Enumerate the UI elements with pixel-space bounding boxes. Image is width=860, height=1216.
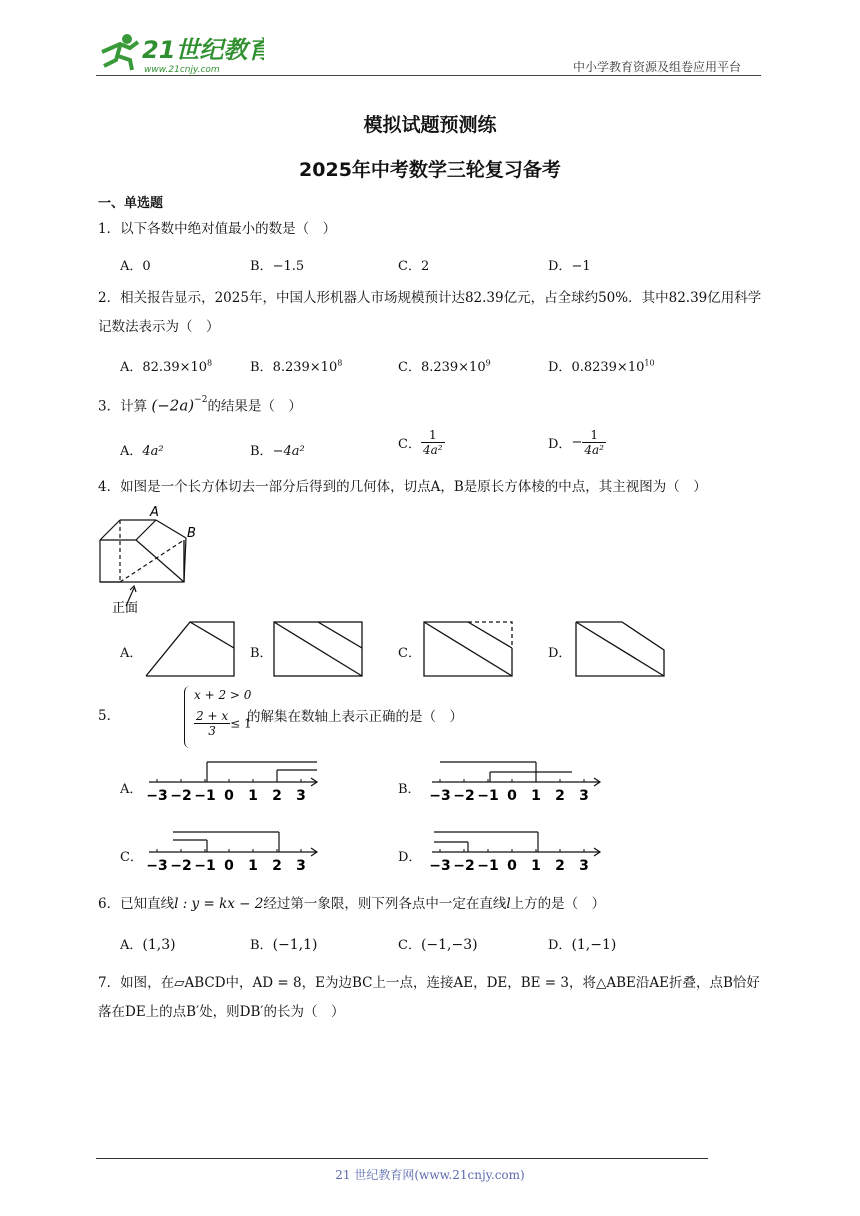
q6-option-a[interactable]: A．(1,3) <box>120 937 176 953</box>
q3-option-b[interactable]: B．−4a² <box>250 444 305 459</box>
q5-option-a-number-line[interactable] <box>145 758 325 806</box>
question-5: 的解集在数轴上表示正确的是（ ） <box>247 709 463 725</box>
svg-text:B: B <box>187 526 196 541</box>
question-1: 1．以下各数中绝对值最小的数是（ ） <box>98 221 337 237</box>
svg-text:正面: 正面 <box>112 601 139 616</box>
q5-brace <box>184 686 193 748</box>
axis-tick-label: −1 <box>194 858 216 874</box>
header-platform-text: 中小学教育资源及组卷应用平台 <box>573 60 742 74</box>
q5-option-d-number-line[interactable] <box>428 828 608 876</box>
q3-option-d[interactable]: D．− $\frac{1}{\text{4a²}}$ <box>548 428 604 457</box>
q4-option-b[interactable]: B． <box>250 646 273 661</box>
q1-option-d[interactable]: D．−1 <box>548 259 591 274</box>
axis-tick-label: −3 <box>146 788 168 804</box>
axis-tick-label: −1 <box>194 788 216 804</box>
axis-tick-label: 1 <box>248 788 258 804</box>
axis-tick-label: −3 <box>146 858 168 874</box>
site-logo <box>94 30 264 78</box>
axis-tick-label: 2 <box>272 858 282 874</box>
axis-tick-label: 0 <box>224 858 234 874</box>
footer-text: 21 世纪教育网(www.21cnjy.com) <box>335 1168 525 1182</box>
page-subtitle: 2025年中考数学三轮复习备考 <box>299 159 561 181</box>
svg-text:www.21cnjy.com: www.21cnjy.com <box>144 65 220 74</box>
q2-option-b[interactable]: B．$8.239\times 10^8$ <box>250 358 343 375</box>
question-7: 7．如图，在▱ABCD中，AD = 8，E为边BC上一点，连接AE，DE，BE = 3，将△ABE沿AE折叠，点B恰好落在DE上的点B′处，则DB′的长为（ ） <box>98 975 760 1020</box>
axis-tick-label: 0 <box>507 858 517 874</box>
axis-tick-label: 1 <box>531 858 541 874</box>
q4-option-a-figure[interactable] <box>144 620 239 678</box>
q4-option-a[interactable]: A． <box>120 646 143 661</box>
axis-tick-label: 2 <box>555 788 565 804</box>
q4-solid-figure <box>96 500 216 620</box>
axis-tick-label: 3 <box>579 858 589 874</box>
q4-option-b-figure[interactable] <box>272 620 367 678</box>
axis-tick-label: 3 <box>579 788 589 804</box>
question-4: 4．如图是一个长方体切去一部分后得到的几何体，切点A，B是原长方体棱的中点，其主视图为（ ） <box>98 479 707 495</box>
q1-option-c[interactable]: C．2 <box>398 259 430 274</box>
q1-option-b[interactable]: B．−1.5 <box>250 259 305 274</box>
question-6: 6．已知直线l : y = kx − 2经过第一象限，则下列各点中一定在直线l上方的是（ ） <box>98 896 606 912</box>
svg-text:21世纪教育: 21世纪教育 <box>142 36 264 64</box>
q5-inequality-2: $\frac{2 + x}{3}$ ≤ 1 <box>196 709 252 738</box>
q3-option-c[interactable]: C． $\frac{1}{\text{4a²}}$ <box>398 428 443 457</box>
axis-tick-label: 2 <box>272 788 282 804</box>
axis-tick-label: 0 <box>224 788 234 804</box>
q5-option-c[interactable]: C． <box>120 850 143 865</box>
axis-tick-label: 1 <box>248 858 258 874</box>
q4-option-c-figure[interactable] <box>422 620 517 678</box>
question-3: 3．计算 $(-2a)^{-2}$的结果是（ ） <box>98 395 302 415</box>
q6-option-d[interactable]: D．(1,−1) <box>548 937 617 953</box>
axis-tick-label: 0 <box>507 788 517 804</box>
question-2: 2．相关报告显示，2025年，中国人形机器人市场规模预计达82.39亿元，占全球约50%．其中82.39亿用科学记数法表示为（ ） <box>98 290 762 335</box>
axis-tick-label: −1 <box>477 858 499 874</box>
axis-tick-label: −3 <box>429 858 451 874</box>
q4-option-d-figure[interactable] <box>574 620 669 678</box>
q5-option-c-number-line[interactable] <box>145 828 325 876</box>
axis-tick-label: 3 <box>296 858 306 874</box>
axis-tick-label: 3 <box>296 788 306 804</box>
q2-option-d[interactable]: D．$0.8239\times 10^{10}$ <box>548 358 655 375</box>
axis-tick-label: −2 <box>453 788 475 804</box>
axis-tick-label: 1 <box>531 788 541 804</box>
axis-tick-label: −2 <box>453 858 475 874</box>
page-title: 模拟试题预测练 <box>363 114 497 136</box>
axis-tick-label: 2 <box>555 858 565 874</box>
axis-tick-label: −2 <box>170 858 192 874</box>
q5-inequality-1: x + 2 > 0 <box>194 688 252 702</box>
header-divider <box>96 75 761 76</box>
q2-option-a[interactable]: A．$82.39\times 10^8$ <box>120 358 213 375</box>
question-5-number: 5． <box>98 708 121 724</box>
q5-option-b[interactable]: B． <box>398 782 421 797</box>
axis-tick-label: −1 <box>477 788 499 804</box>
q6-option-b[interactable]: B．(−1,1) <box>250 937 318 953</box>
q5-option-b-number-line[interactable] <box>428 758 608 806</box>
axis-tick-label: −3 <box>429 788 451 804</box>
q5-option-d[interactable]: D． <box>398 850 422 865</box>
runner-icon <box>102 34 138 70</box>
axis-tick-label: −2 <box>170 788 192 804</box>
section-heading: 一、单选题 <box>98 196 164 211</box>
q3-option-a[interactable]: A．4a² <box>120 444 164 459</box>
q4-option-d[interactable]: D． <box>548 646 572 661</box>
q4-option-c[interactable]: C． <box>398 646 421 661</box>
q6-option-c[interactable]: C．(−1,−3) <box>398 937 478 953</box>
svg-text:A: A <box>150 505 159 520</box>
q2-option-c[interactable]: C．$8.239\times 10^9$ <box>398 358 491 375</box>
q1-option-a[interactable]: A．0 <box>120 259 151 274</box>
footer-divider <box>96 1158 708 1159</box>
q5-option-a[interactable]: A． <box>120 782 143 797</box>
